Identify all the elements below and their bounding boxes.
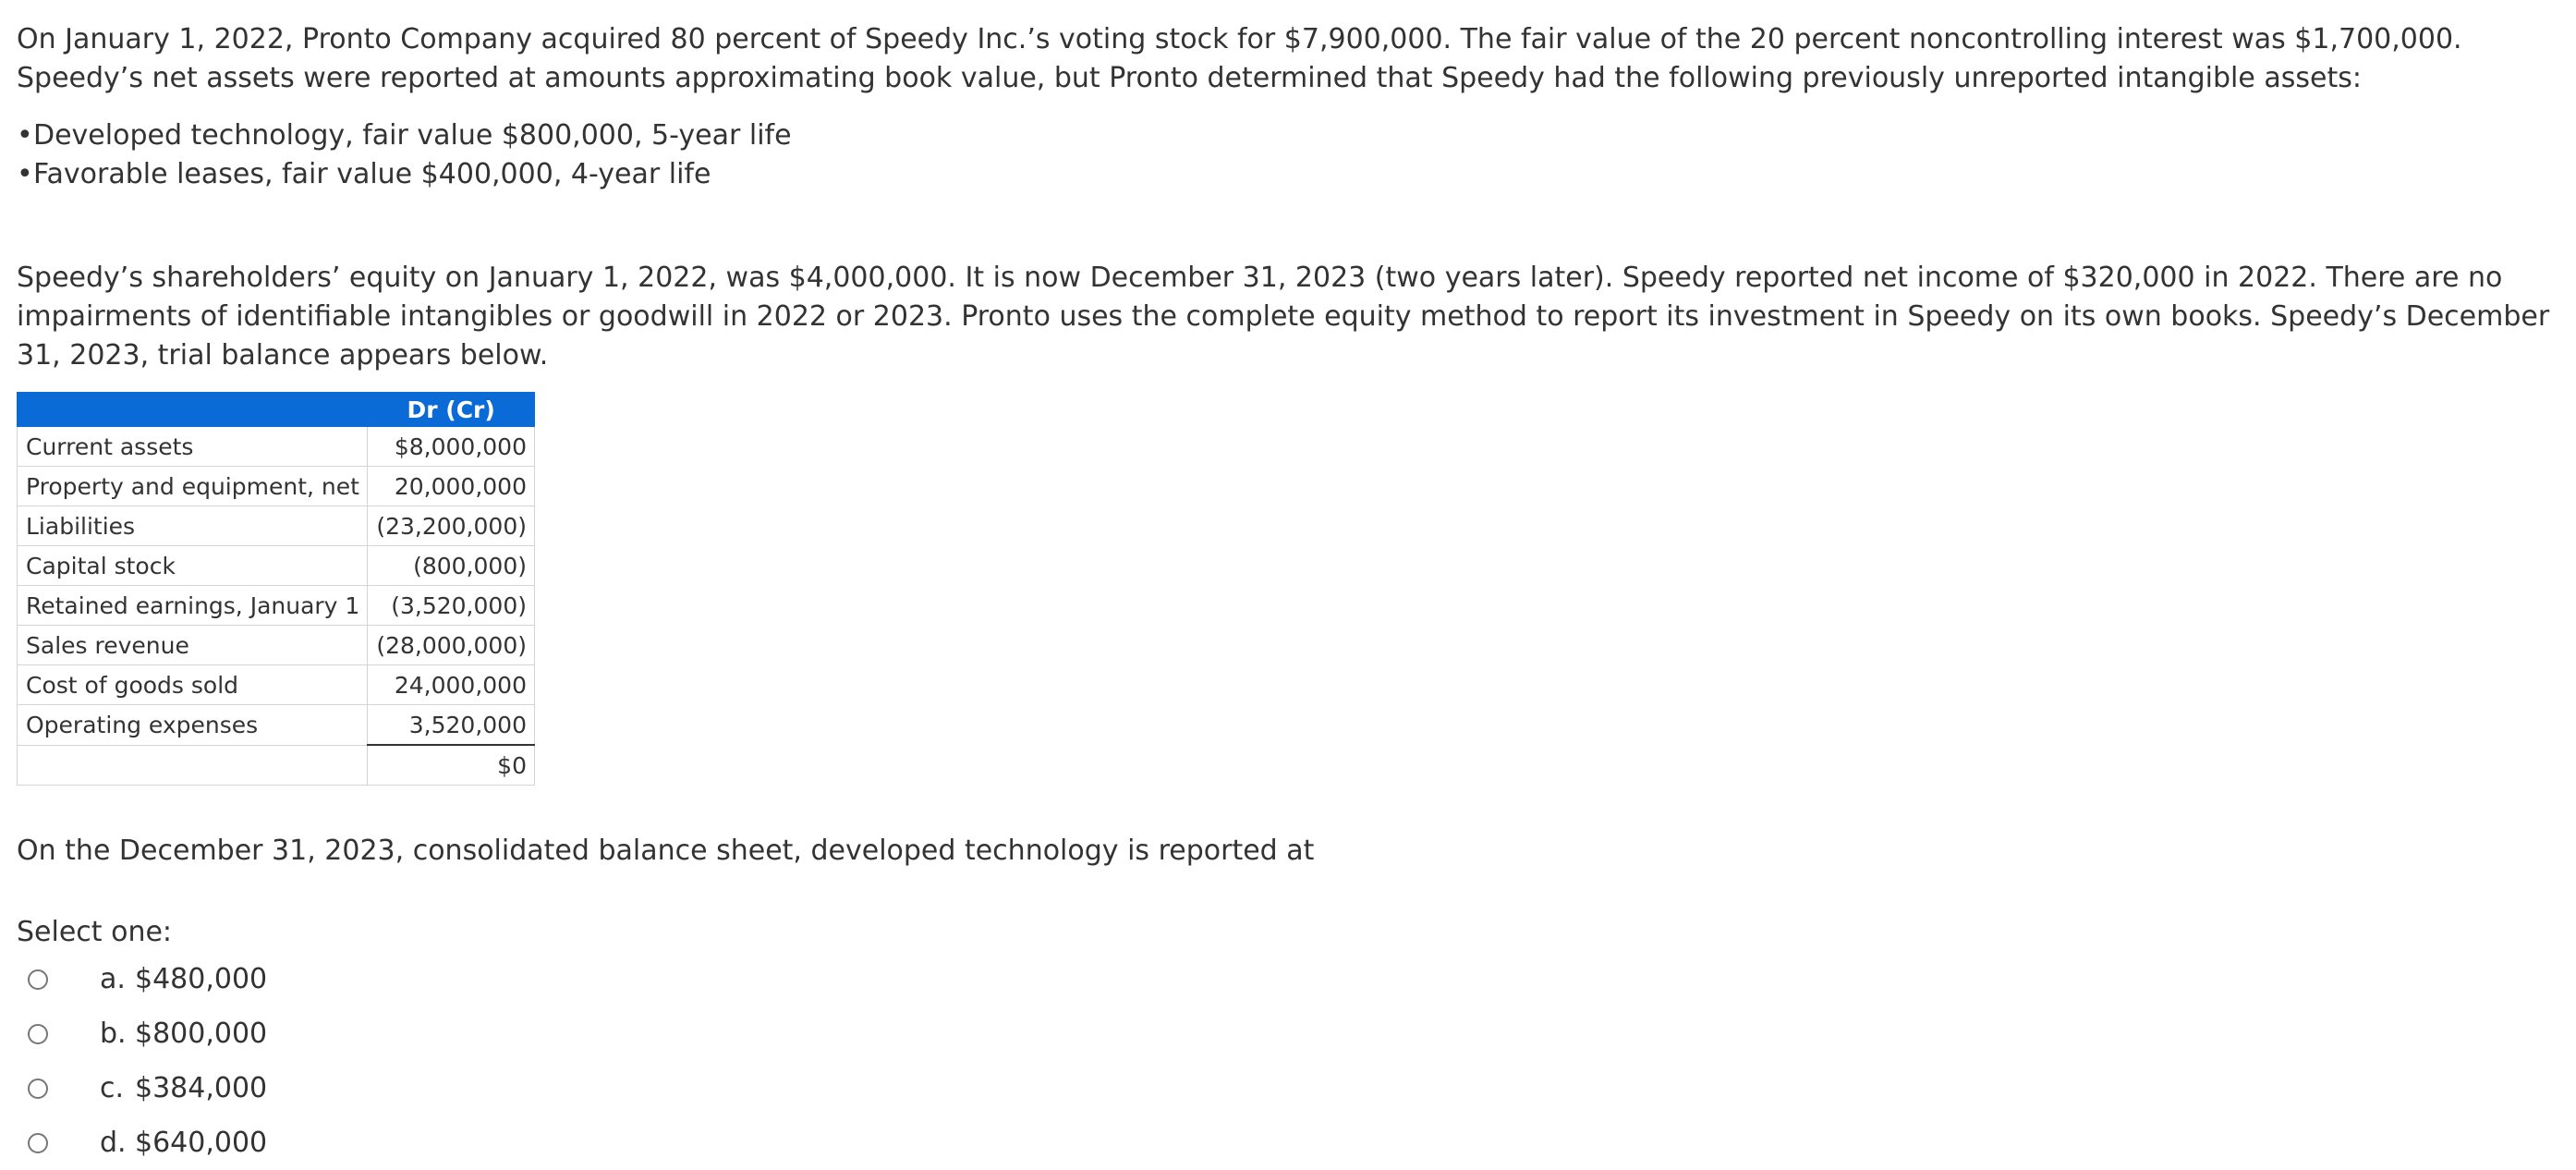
table-row (18, 586, 535, 626)
account-cell: Sales revenue (18, 626, 368, 665)
answer-option-b[interactable] (17, 1006, 2559, 1061)
trial-balance-table (17, 392, 535, 786)
option-letter: d. (100, 1127, 127, 1159)
option-letter: c. (100, 1072, 125, 1104)
account-cell: Cost of goods sold (18, 665, 368, 705)
option-text: $640,000 (135, 1127, 268, 1159)
bullet-icon: • (17, 119, 33, 152)
option-text: $800,000 (135, 1018, 268, 1050)
account-cell: Current assets (18, 427, 368, 467)
account-cell: Operating expenses (18, 705, 368, 746)
answer-option-d[interactable] (17, 1115, 2559, 1170)
total-amount-cell: $0 (368, 745, 535, 786)
intro-paragraph: On January 1, 2022, Pronto Company acquired 80 percent of Speedy Inc.’s voting stock for $7,900,000. The fair value of the 20 percent noncontrolling interest was $1,700,000. Speedy’s net assets were reported at amounts approximating book value, but Pronto determined that Speedy had the following previously unreported intangible assets: (17, 23, 2462, 94)
answer-option-c[interactable] (17, 1061, 2559, 1115)
table-row (18, 546, 535, 586)
account-cell: Liabilities (18, 506, 368, 546)
total-label-cell (18, 745, 368, 786)
answer-option-a[interactable] (17, 952, 2559, 1006)
intangibles-list (17, 116, 2559, 194)
question-text: On the December 31, 2023, consolidated balance sheet, developed technology is reported at (17, 835, 1315, 867)
option-letter: b. (100, 1018, 127, 1050)
answer-options (17, 952, 2559, 1170)
list-item (17, 116, 2559, 155)
select-one-label: Select one: (17, 916, 173, 948)
radio-icon[interactable] (28, 1024, 48, 1044)
question-page (17, 20, 2559, 1170)
amount-cell: 3,520,000 (368, 705, 535, 746)
amount-cell: (3,520,000) (368, 586, 535, 626)
table-row (18, 705, 535, 746)
list-item (17, 155, 2559, 194)
equity-paragraph: Speedy’s shareholders’ equity on January 1, 2022, was $4,000,000. It is now December 31, 2023 (two years later). Speedy reported net income of $320,000 in 2022. There are no impairments of identifiable intangibles or goodwill in 2022 or 2023. Pronto uses the complete equity method to report its investment in Speedy on its own books. Speedy’s December 31, 2023, trial balance appears below. (17, 262, 2550, 372)
header-cell-blank (18, 393, 368, 427)
list-item-text: Developed technology, fair value $800,000, 5-year life (33, 119, 792, 152)
account-cell: Property and equipment, net (18, 467, 368, 506)
table-row (18, 506, 535, 546)
table-row (18, 467, 535, 506)
list-item-text: Favorable leases, fair value $400,000, 4-year life (33, 158, 711, 190)
option-letter: a. (100, 963, 126, 995)
table-row (18, 626, 535, 665)
option-text: $480,000 (135, 963, 268, 995)
table-header-row (18, 393, 535, 427)
option-text: $384,000 (135, 1072, 268, 1104)
radio-icon[interactable] (28, 1079, 48, 1099)
bullet-icon: • (17, 158, 33, 190)
radio-icon[interactable] (28, 969, 48, 990)
radio-icon[interactable] (28, 1133, 48, 1153)
amount-cell: $8,000,000 (368, 427, 535, 467)
amount-cell: 24,000,000 (368, 665, 535, 705)
amount-cell: 20,000,000 (368, 467, 535, 506)
amount-cell: (800,000) (368, 546, 535, 586)
header-cell-dr-cr: Dr (Cr) (368, 393, 535, 427)
amount-cell: (28,000,000) (368, 626, 535, 665)
account-cell: Retained earnings, January 1 (18, 586, 368, 626)
table-row (18, 665, 535, 705)
table-total-row (18, 745, 535, 786)
account-cell: Capital stock (18, 546, 368, 586)
amount-cell: (23,200,000) (368, 506, 535, 546)
table-row (18, 427, 535, 467)
